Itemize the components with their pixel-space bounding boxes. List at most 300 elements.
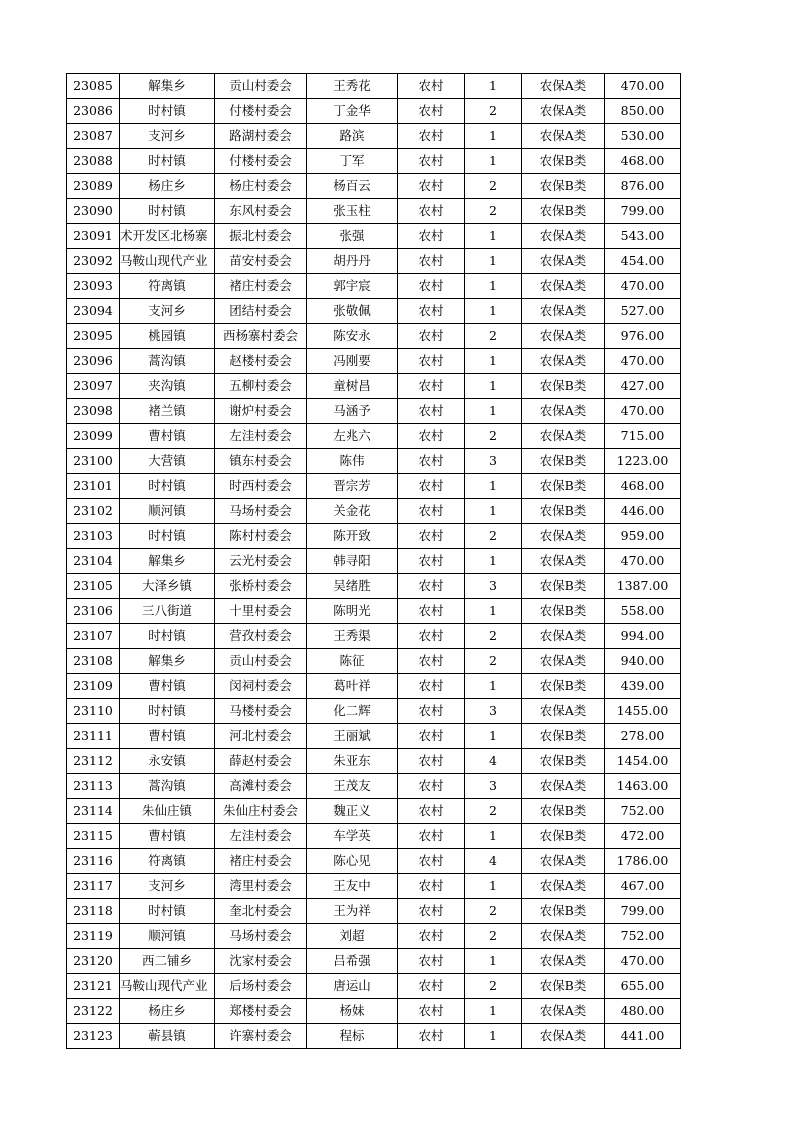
- person-name-cell: 朱亚东: [307, 749, 398, 774]
- insurance-category-cell: 农保A类: [522, 399, 605, 424]
- table-row: [67, 549, 681, 574]
- village-committee-cell: 河北村委会: [215, 724, 307, 749]
- village-committee-cell: 谢炉村委会: [215, 399, 307, 424]
- record-id-cell: 23110: [67, 699, 120, 724]
- town-cell: 曹村镇: [120, 824, 215, 849]
- town-cell: 蕲县镇: [120, 1024, 215, 1049]
- residence-type-cell: 农村: [398, 349, 465, 374]
- household-count-cell: 1: [465, 499, 522, 524]
- insurance-category-cell: 农保A类: [522, 549, 605, 574]
- residence-type-cell: 农村: [398, 149, 465, 174]
- village-committee-cell: 褚庄村委会: [215, 849, 307, 874]
- amount-cell: 1786.00: [605, 849, 681, 874]
- record-id-cell: 23103: [67, 524, 120, 549]
- insurance-category-cell: 农保A类: [522, 849, 605, 874]
- residence-type-cell: 农村: [398, 874, 465, 899]
- insurance-category-cell: 农保B类: [522, 449, 605, 474]
- household-count-cell: 1: [465, 399, 522, 424]
- insurance-category-cell: 农保A类: [522, 349, 605, 374]
- insurance-category-cell: 农保B类: [522, 474, 605, 499]
- town-cell: 桃园镇: [120, 324, 215, 349]
- record-id-cell: 23121: [67, 974, 120, 999]
- village-committee-cell: 西杨寨村委会: [215, 324, 307, 349]
- residence-type-cell: 农村: [398, 974, 465, 999]
- table-row: [67, 824, 681, 849]
- insurance-category-cell: 农保A类: [522, 949, 605, 974]
- person-name-cell: 刘超: [307, 924, 398, 949]
- town-cell: 解集乡: [120, 649, 215, 674]
- person-name-cell: 陈征: [307, 649, 398, 674]
- amount-cell: 470.00: [605, 549, 681, 574]
- insurance-category-cell: 农保A类: [522, 324, 605, 349]
- amount-cell: 446.00: [605, 499, 681, 524]
- town-cell: 夹沟镇: [120, 374, 215, 399]
- insurance-category-cell: 农保A类: [522, 74, 605, 99]
- household-count-cell: 2: [465, 649, 522, 674]
- residence-type-cell: 农村: [398, 174, 465, 199]
- village-committee-cell: 杨庄村委会: [215, 174, 307, 199]
- record-id-cell: 23116: [67, 849, 120, 874]
- household-count-cell: 1: [465, 549, 522, 574]
- town-cell: 马鞍山现代产业: [120, 974, 215, 999]
- town-cell: 马鞍山现代产业: [120, 249, 215, 274]
- household-count-cell: 2: [465, 799, 522, 824]
- village-committee-cell: 东风村委会: [215, 199, 307, 224]
- village-committee-cell: 云光村委会: [215, 549, 307, 574]
- amount-cell: 467.00: [605, 874, 681, 899]
- residence-type-cell: 农村: [398, 299, 465, 324]
- household-count-cell: 2: [465, 199, 522, 224]
- person-name-cell: 胡丹丹: [307, 249, 398, 274]
- table-row: [67, 724, 681, 749]
- table-row: [67, 249, 681, 274]
- table-row: [67, 974, 681, 999]
- table-row: [67, 524, 681, 549]
- amount-cell: 470.00: [605, 399, 681, 424]
- village-committee-cell: 时西村委会: [215, 474, 307, 499]
- table-row: [67, 849, 681, 874]
- household-count-cell: 2: [465, 974, 522, 999]
- person-name-cell: 陈安永: [307, 324, 398, 349]
- record-id-cell: 23089: [67, 174, 120, 199]
- person-name-cell: 陈明光: [307, 599, 398, 624]
- amount-cell: 530.00: [605, 124, 681, 149]
- amount-cell: 470.00: [605, 349, 681, 374]
- amount-cell: 850.00: [605, 99, 681, 124]
- village-committee-cell: 张桥村委会: [215, 574, 307, 599]
- insurance-category-cell: 农保B类: [522, 824, 605, 849]
- person-name-cell: 冯刚要: [307, 349, 398, 374]
- insurance-category-cell: 农保A类: [522, 999, 605, 1024]
- town-cell: 杨庄乡: [120, 174, 215, 199]
- insurance-category-cell: 农保B类: [522, 174, 605, 199]
- records-table: [66, 73, 681, 1049]
- residence-type-cell: 农村: [398, 1024, 465, 1049]
- household-count-cell: 1: [465, 374, 522, 399]
- household-count-cell: 1: [465, 224, 522, 249]
- town-cell: 顺河镇: [120, 924, 215, 949]
- residence-type-cell: 农村: [398, 124, 465, 149]
- person-name-cell: 张玉柱: [307, 199, 398, 224]
- insurance-category-cell: 农保A类: [522, 299, 605, 324]
- insurance-category-cell: 农保B类: [522, 974, 605, 999]
- record-id-cell: 23107: [67, 624, 120, 649]
- insurance-category-cell: 农保A类: [522, 624, 605, 649]
- residence-type-cell: 农村: [398, 474, 465, 499]
- record-id-cell: 23105: [67, 574, 120, 599]
- household-count-cell: 2: [465, 524, 522, 549]
- table-row: [67, 474, 681, 499]
- record-id-cell: 23098: [67, 399, 120, 424]
- village-committee-cell: 五柳村委会: [215, 374, 307, 399]
- residence-type-cell: 农村: [398, 324, 465, 349]
- town-cell: 曹村镇: [120, 674, 215, 699]
- residence-type-cell: 农村: [398, 799, 465, 824]
- table-row: [67, 424, 681, 449]
- amount-cell: 799.00: [605, 199, 681, 224]
- insurance-category-cell: 农保A类: [522, 1024, 605, 1049]
- insurance-category-cell: 农保A类: [522, 874, 605, 899]
- residence-type-cell: 农村: [398, 899, 465, 924]
- table-row: [67, 674, 681, 699]
- person-name-cell: 王秀花: [307, 74, 398, 99]
- insurance-category-cell: 农保A类: [522, 649, 605, 674]
- town-cell: 大营镇: [120, 449, 215, 474]
- household-count-cell: 1: [465, 674, 522, 699]
- person-name-cell: 葛叶祥: [307, 674, 398, 699]
- town-cell: 符离镇: [120, 274, 215, 299]
- table-row: [67, 174, 681, 199]
- village-committee-cell: 苗安村委会: [215, 249, 307, 274]
- household-count-cell: 3: [465, 449, 522, 474]
- town-cell: 杨庄乡: [120, 999, 215, 1024]
- town-cell: 三八街道: [120, 599, 215, 624]
- residence-type-cell: 农村: [398, 949, 465, 974]
- village-committee-cell: 沈家村委会: [215, 949, 307, 974]
- insurance-category-cell: 农保A类: [522, 99, 605, 124]
- household-count-cell: 2: [465, 624, 522, 649]
- village-committee-cell: 路湖村委会: [215, 124, 307, 149]
- record-id-cell: 23091: [67, 224, 120, 249]
- person-name-cell: 陈开致: [307, 524, 398, 549]
- village-committee-cell: 马场村委会: [215, 924, 307, 949]
- household-count-cell: 1: [465, 349, 522, 374]
- insurance-category-cell: 农保B类: [522, 149, 605, 174]
- insurance-category-cell: 农保B类: [522, 899, 605, 924]
- household-count-cell: 1: [465, 999, 522, 1024]
- town-cell: 解集乡: [120, 549, 215, 574]
- person-name-cell: 关金花: [307, 499, 398, 524]
- household-count-cell: 3: [465, 774, 522, 799]
- table-row: [67, 574, 681, 599]
- insurance-category-cell: 农保A类: [522, 124, 605, 149]
- table-row: [67, 349, 681, 374]
- record-id-cell: 23094: [67, 299, 120, 324]
- household-count-cell: 2: [465, 324, 522, 349]
- record-id-cell: 23097: [67, 374, 120, 399]
- residence-type-cell: 农村: [398, 499, 465, 524]
- village-committee-cell: 湾里村委会: [215, 874, 307, 899]
- record-id-cell: 23090: [67, 199, 120, 224]
- village-committee-cell: 付楼村委会: [215, 149, 307, 174]
- table-row: [67, 74, 681, 99]
- village-committee-cell: 左洼村委会: [215, 424, 307, 449]
- person-name-cell: 唐运山: [307, 974, 398, 999]
- person-name-cell: 王茂友: [307, 774, 398, 799]
- person-name-cell: 韩寻阳: [307, 549, 398, 574]
- insurance-category-cell: 农保B类: [522, 374, 605, 399]
- household-count-cell: 2: [465, 924, 522, 949]
- insurance-category-cell: 农保A类: [522, 924, 605, 949]
- village-committee-cell: 许寨村委会: [215, 1024, 307, 1049]
- record-id-cell: 23102: [67, 499, 120, 524]
- village-committee-cell: 郑楼村委会: [215, 999, 307, 1024]
- household-count-cell: 1: [465, 149, 522, 174]
- residence-type-cell: 农村: [398, 649, 465, 674]
- insurance-category-cell: 农保B类: [522, 199, 605, 224]
- table-row: [67, 124, 681, 149]
- town-cell: 支河乡: [120, 874, 215, 899]
- village-committee-cell: 赵楼村委会: [215, 349, 307, 374]
- table-row: [67, 224, 681, 249]
- record-id-cell: 23106: [67, 599, 120, 624]
- residence-type-cell: 农村: [398, 549, 465, 574]
- village-committee-cell: 朱仙庄村委会: [215, 799, 307, 824]
- village-committee-cell: 马楼村委会: [215, 699, 307, 724]
- insurance-category-cell: 农保A类: [522, 249, 605, 274]
- household-count-cell: 1: [465, 299, 522, 324]
- person-name-cell: 化二辉: [307, 699, 398, 724]
- village-committee-cell: 奎北村委会: [215, 899, 307, 924]
- village-committee-cell: 十里村委会: [215, 599, 307, 624]
- person-name-cell: 丁金华: [307, 99, 398, 124]
- amount-cell: 278.00: [605, 724, 681, 749]
- insurance-category-cell: 农保B类: [522, 574, 605, 599]
- table-row: [67, 399, 681, 424]
- person-name-cell: 王秀渠: [307, 624, 398, 649]
- record-id-cell: 23088: [67, 149, 120, 174]
- village-committee-cell: 陈村村委会: [215, 524, 307, 549]
- residence-type-cell: 农村: [398, 374, 465, 399]
- town-cell: 曹村镇: [120, 424, 215, 449]
- person-name-cell: 马涵予: [307, 399, 398, 424]
- person-name-cell: 魏正义: [307, 799, 398, 824]
- residence-type-cell: 农村: [398, 824, 465, 849]
- household-count-cell: 1: [465, 874, 522, 899]
- person-name-cell: 程标: [307, 1024, 398, 1049]
- record-id-cell: 23117: [67, 874, 120, 899]
- amount-cell: 439.00: [605, 674, 681, 699]
- village-committee-cell: 后场村委会: [215, 974, 307, 999]
- residence-type-cell: 农村: [398, 199, 465, 224]
- residence-type-cell: 农村: [398, 449, 465, 474]
- record-id-cell: 23123: [67, 1024, 120, 1049]
- household-count-cell: 3: [465, 699, 522, 724]
- household-count-cell: 1: [465, 724, 522, 749]
- residence-type-cell: 农村: [398, 999, 465, 1024]
- town-cell: 时村镇: [120, 474, 215, 499]
- residence-type-cell: 农村: [398, 924, 465, 949]
- amount-cell: 472.00: [605, 824, 681, 849]
- residence-type-cell: 农村: [398, 749, 465, 774]
- insurance-category-cell: 农保B类: [522, 799, 605, 824]
- table-row: [67, 374, 681, 399]
- insurance-category-cell: 农保B类: [522, 749, 605, 774]
- record-id-cell: 23087: [67, 124, 120, 149]
- amount-cell: 527.00: [605, 299, 681, 324]
- household-count-cell: 1: [465, 1024, 522, 1049]
- table-row: [67, 624, 681, 649]
- residence-type-cell: 农村: [398, 774, 465, 799]
- town-cell: 时村镇: [120, 199, 215, 224]
- person-name-cell: 杨百云: [307, 174, 398, 199]
- record-id-cell: 23101: [67, 474, 120, 499]
- insurance-category-cell: 农保A类: [522, 424, 605, 449]
- table-row: [67, 924, 681, 949]
- table-row: [67, 949, 681, 974]
- village-committee-cell: 薛赵村委会: [215, 749, 307, 774]
- household-count-cell: 2: [465, 99, 522, 124]
- amount-cell: 470.00: [605, 949, 681, 974]
- village-committee-cell: 振北村委会: [215, 224, 307, 249]
- town-cell: 支河乡: [120, 124, 215, 149]
- table-row: [67, 774, 681, 799]
- town-cell: 大泽乡镇: [120, 574, 215, 599]
- residence-type-cell: 农村: [398, 249, 465, 274]
- town-cell: 支河乡: [120, 299, 215, 324]
- residence-type-cell: 农村: [398, 724, 465, 749]
- amount-cell: 1223.00: [605, 449, 681, 474]
- residence-type-cell: 农村: [398, 574, 465, 599]
- amount-cell: 799.00: [605, 899, 681, 924]
- amount-cell: 959.00: [605, 524, 681, 549]
- residence-type-cell: 农村: [398, 399, 465, 424]
- record-id-cell: 23104: [67, 549, 120, 574]
- household-count-cell: 4: [465, 749, 522, 774]
- amount-cell: 1454.00: [605, 749, 681, 774]
- residence-type-cell: 农村: [398, 524, 465, 549]
- record-id-cell: 23113: [67, 774, 120, 799]
- household-count-cell: 1: [465, 124, 522, 149]
- amount-cell: 1455.00: [605, 699, 681, 724]
- record-id-cell: 23118: [67, 899, 120, 924]
- residence-type-cell: 农村: [398, 274, 465, 299]
- town-cell: 曹村镇: [120, 724, 215, 749]
- person-name-cell: 杨妹: [307, 999, 398, 1024]
- amount-cell: 655.00: [605, 974, 681, 999]
- table-row: [67, 649, 681, 674]
- table-row: [67, 499, 681, 524]
- insurance-category-cell: 农保A类: [522, 224, 605, 249]
- person-name-cell: 王为祥: [307, 899, 398, 924]
- amount-cell: 1463.00: [605, 774, 681, 799]
- residence-type-cell: 农村: [398, 599, 465, 624]
- person-name-cell: 车学英: [307, 824, 398, 849]
- residence-type-cell: 农村: [398, 624, 465, 649]
- town-cell: 顺河镇: [120, 499, 215, 524]
- village-committee-cell: 闵祠村委会: [215, 674, 307, 699]
- amount-cell: 752.00: [605, 799, 681, 824]
- insurance-category-cell: 农保A类: [522, 699, 605, 724]
- table-row: [67, 99, 681, 124]
- village-committee-cell: 马场村委会: [215, 499, 307, 524]
- residence-type-cell: 农村: [398, 699, 465, 724]
- amount-cell: 1387.00: [605, 574, 681, 599]
- person-name-cell: 晋宗芳: [307, 474, 398, 499]
- town-cell: 时村镇: [120, 624, 215, 649]
- person-name-cell: 陈心见: [307, 849, 398, 874]
- household-count-cell: 4: [465, 849, 522, 874]
- insurance-category-cell: 农保B类: [522, 599, 605, 624]
- amount-cell: 876.00: [605, 174, 681, 199]
- residence-type-cell: 农村: [398, 224, 465, 249]
- person-name-cell: 张敬佩: [307, 299, 398, 324]
- record-id-cell: 23093: [67, 274, 120, 299]
- record-id-cell: 23099: [67, 424, 120, 449]
- insurance-category-cell: 农保A类: [522, 774, 605, 799]
- table-row: [67, 999, 681, 1024]
- village-committee-cell: 褚庄村委会: [215, 274, 307, 299]
- household-count-cell: 1: [465, 474, 522, 499]
- town-cell: 永安镇: [120, 749, 215, 774]
- person-name-cell: 童树昌: [307, 374, 398, 399]
- village-committee-cell: 贡山村委会: [215, 649, 307, 674]
- insurance-category-cell: 农保B类: [522, 499, 605, 524]
- person-name-cell: 丁军: [307, 149, 398, 174]
- record-id-cell: 23095: [67, 324, 120, 349]
- amount-cell: 558.00: [605, 599, 681, 624]
- amount-cell: 715.00: [605, 424, 681, 449]
- town-cell: 蒿沟镇: [120, 774, 215, 799]
- records-table-body: [67, 74, 681, 1049]
- village-committee-cell: 左洼村委会: [215, 824, 307, 849]
- table-row: [67, 799, 681, 824]
- amount-cell: 752.00: [605, 924, 681, 949]
- town-cell: 时村镇: [120, 99, 215, 124]
- amount-cell: 468.00: [605, 149, 681, 174]
- household-count-cell: 1: [465, 599, 522, 624]
- table-row: [67, 199, 681, 224]
- household-count-cell: 2: [465, 899, 522, 924]
- insurance-category-cell: 农保A类: [522, 524, 605, 549]
- insurance-category-cell: 农保B类: [522, 674, 605, 699]
- person-name-cell: 郭宇宸: [307, 274, 398, 299]
- household-count-cell: 1: [465, 824, 522, 849]
- table-row: [67, 299, 681, 324]
- household-count-cell: 2: [465, 424, 522, 449]
- village-committee-cell: 镇东村委会: [215, 449, 307, 474]
- table-row: [67, 599, 681, 624]
- town-cell: 褚兰镇: [120, 399, 215, 424]
- table-row: [67, 274, 681, 299]
- table-row: [67, 324, 681, 349]
- town-cell: 时村镇: [120, 524, 215, 549]
- household-count-cell: 1: [465, 249, 522, 274]
- person-name-cell: 吴绪胜: [307, 574, 398, 599]
- household-count-cell: 2: [465, 174, 522, 199]
- table-row: [67, 149, 681, 174]
- record-id-cell: 23096: [67, 349, 120, 374]
- household-count-cell: 1: [465, 74, 522, 99]
- table-row: [67, 749, 681, 774]
- record-id-cell: 23109: [67, 674, 120, 699]
- amount-cell: 427.00: [605, 374, 681, 399]
- town-cell: 术开发区北杨寨: [120, 224, 215, 249]
- village-committee-cell: 高滩村委会: [215, 774, 307, 799]
- amount-cell: 468.00: [605, 474, 681, 499]
- record-id-cell: 23086: [67, 99, 120, 124]
- insurance-category-cell: 农保B类: [522, 724, 605, 749]
